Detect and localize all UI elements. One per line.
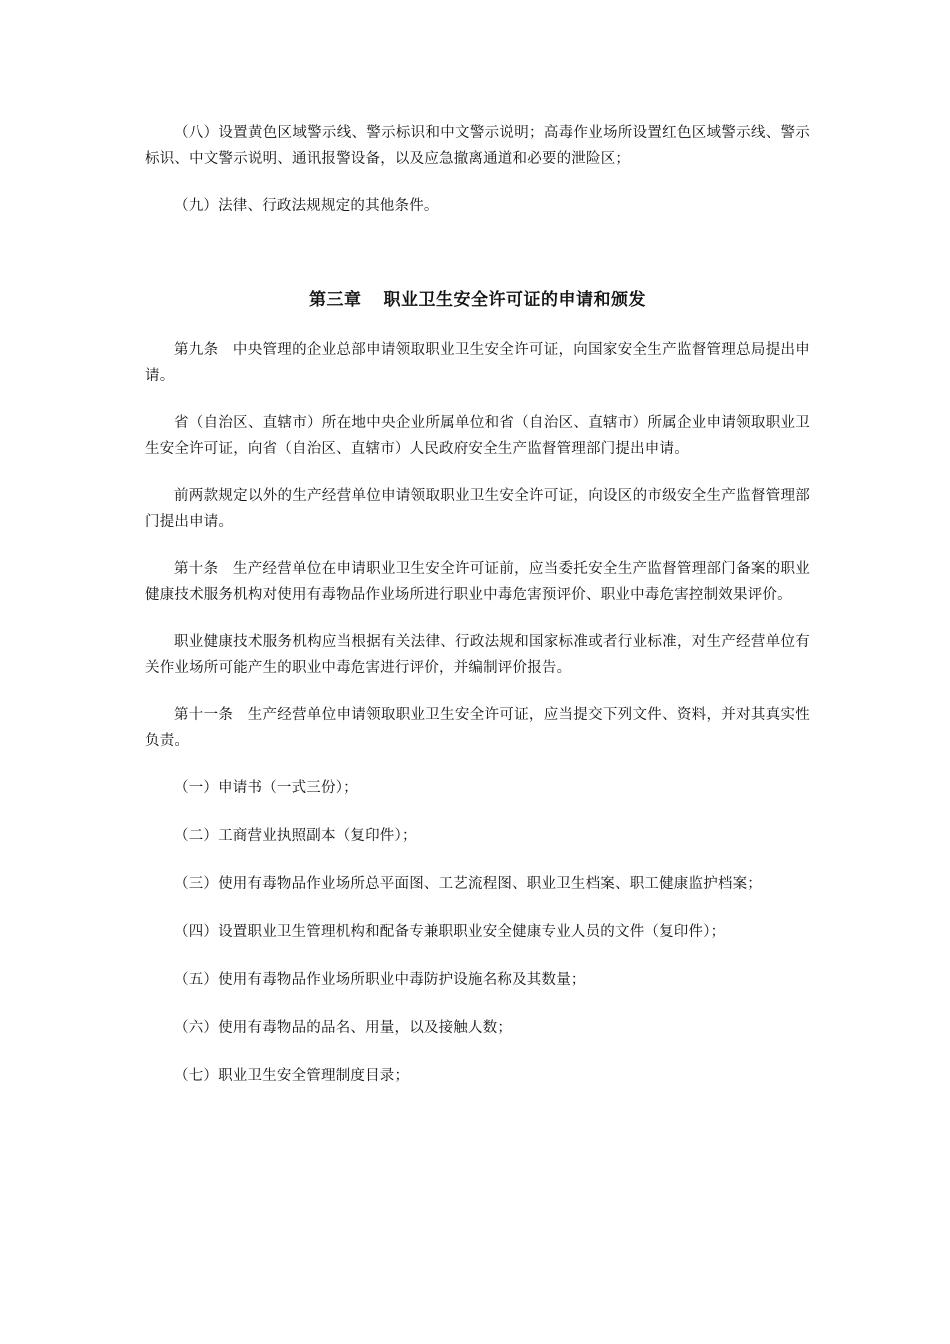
article-number: 第十一条 — [174, 707, 234, 723]
article-text: 中央管理的企业总部申请领取职业卫生安全许可证，向国家安全生产监督管理总局提出申请。 — [145, 342, 810, 384]
paragraph-item-9: （九）法律、行政法规规定的其他条件。 — [174, 198, 439, 214]
list-item-2: （二）工商营业执照副本（复印件）； — [174, 828, 417, 844]
list-item-1: （一）申请书（一式三份）； — [174, 780, 358, 796]
chapter-heading — [145, 285, 810, 315]
article-10-clause-2 — [145, 629, 810, 681]
list-item-3: （三）使用有毒物品作业场所总平面图、工艺流程图、职业卫生档案、职工健康监护档案； — [174, 876, 762, 892]
document-page — [145, 120, 810, 1111]
list-item-5: （五）使用有毒物品作业场所职业中毒防护设施名称及其数量； — [174, 972, 586, 988]
chapter-number: 第三章 — [308, 290, 362, 310]
list-item-6: （六）使用有毒物品的品名、用量，以及接触人数； — [174, 1020, 513, 1036]
article-text: 职业健康技术服务机构应当根据有关法律、行政法规和国家标准或者行业标准，对生产经营单位有关作业场所可能产生的职业中毒危害进行评价，并编制评价报告。 — [145, 634, 810, 676]
article-number: 第十条 — [174, 561, 219, 577]
list-item-7: （七）职业卫生安全管理制度目录； — [174, 1068, 410, 1084]
chapter-title: 职业卫生安全许可证的申请和颁发 — [383, 290, 647, 310]
article-text: 生产经营单位申请领取职业卫生安全许可证，应当提交下列文件、资料，并对其真实性负责。 — [145, 707, 810, 749]
article-10 — [145, 556, 810, 608]
article-9-clause-3 — [145, 483, 810, 535]
article-9-clause-2 — [145, 410, 810, 462]
list-item-4: （四）设置职业卫生管理机构和配备专兼职职业安全健康专业人员的文件（复印件）； — [174, 924, 726, 940]
article-9 — [145, 337, 810, 389]
article-text: 前两款规定以外的生产经营单位申请领取职业卫生安全许可证，向设区的市级安全生产监督管理部门提出申请。 — [145, 488, 810, 530]
article-number: 第九条 — [174, 342, 219, 358]
article-text: 省（自治区、直辖市）所在地中央企业所属单位和省（自治区、直辖市）所属企业申请领取职业卫生安全许可证，向省（自治区、直辖市）人民政府安全生产监督管理部门提出申请。 — [145, 415, 810, 457]
paragraph-item-8: （八）设置黄色区域警示线、警示标识和中文警示说明；高毒作业场所设置红色区域警示线、警示标识、中文警示说明、通讯报警设备，以及应急撤离通道和必要的泄险区； — [145, 125, 810, 167]
article-text: 生产经营单位在申请职业卫生安全许可证前，应当委托安全生产监督管理部门备案的职业健康技术服务机构对使用有毒物品作业场所进行职业中毒危害预评价、职业中毒危害控制效果评价。 — [145, 561, 810, 603]
article-11 — [145, 702, 810, 754]
